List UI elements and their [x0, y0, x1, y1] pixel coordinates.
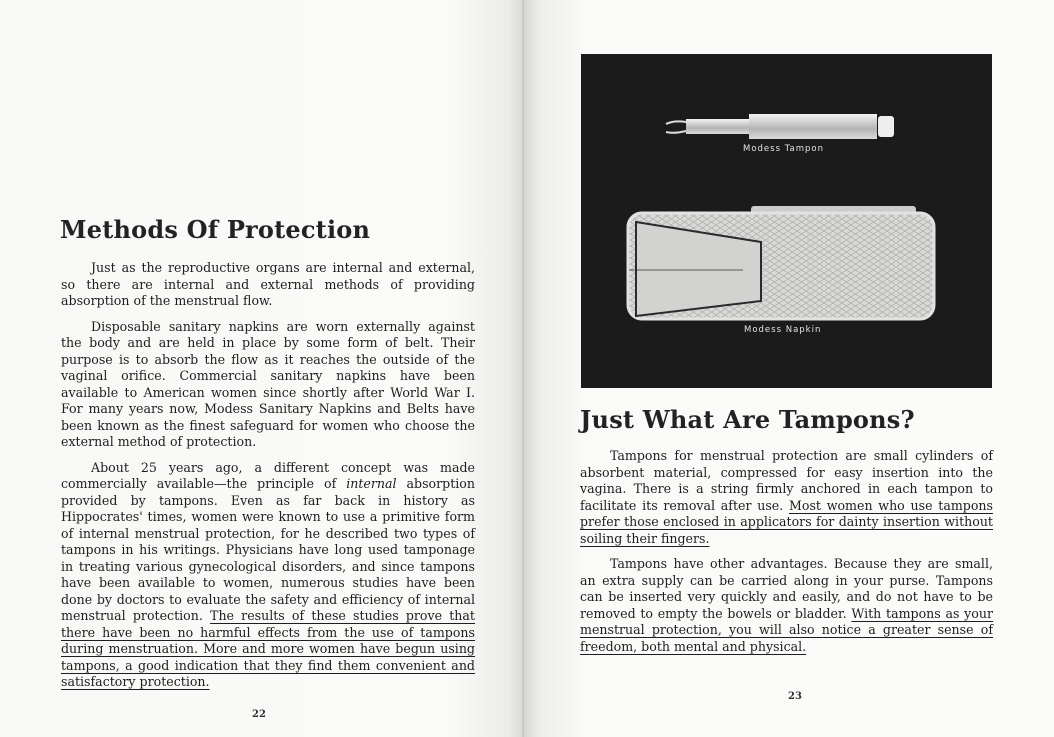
- underlined-passage: The results of these studies prove that there have been no harmful effects from the use of tampons during menstruation. More and more women have begun using tampons, a good indication that they find them convenient and satisfactory protection.: [61, 608, 475, 689]
- page-heading: Methods Of Protection: [60, 215, 371, 244]
- paragraph: [61, 260, 475, 310]
- paragraph: [61, 460, 475, 691]
- product-photo: [581, 54, 992, 388]
- underlined-passage: With tampons as your menstrual protection, you will also notice a greater sense of freedom, both mental and physical.: [580, 605, 993, 654]
- paragraph-text: About 25 years ago, a different concept was made commercially available—the principle of: [61, 459, 475, 491]
- left-page: [0, 0, 524, 737]
- napkin-caption: Modess Napkin: [744, 325, 822, 335]
- body-text: [580, 448, 993, 664]
- page-number: 22: [252, 709, 266, 720]
- paragraph-text: Disposable sanitary napkins are worn externally against the body and are held in place by some form of belt. Their purpose is to absorb the flow as it reaches the outside of the vaginal orifice. Commercial sanitary napkins have been available to American women since shortly after World War I. For many years now, Modess Sanitary Napkins and Belts have been known as the finest safeguard for women who choose the external method of protection.: [61, 318, 475, 449]
- napkin-image: [628, 206, 934, 319]
- paragraph: [580, 448, 993, 547]
- tampon-image: [666, 114, 894, 139]
- paragraph: [61, 319, 475, 451]
- tampon-caption: Modess Tampon: [743, 144, 824, 154]
- paragraph-text: Tampons have other advantages. Because they are small, an extra supply can be carried along in your purse. Tampons can be inserted very quickly and easily, and do not have to be removed to empty the bowels or bladder.: [580, 556, 993, 621]
- italic-emphasis: internal: [346, 476, 397, 491]
- paragraph-text: Just as the reproductive organs are internal and external, so there are internal and external methods of providing absorption of the menstrual flow.: [61, 260, 475, 308]
- paragraph: [580, 556, 993, 655]
- product-illustration: [581, 54, 992, 388]
- body-text: [61, 260, 475, 700]
- page-heading: Just What Are Tampons?: [580, 405, 915, 434]
- page-number: 23: [788, 691, 802, 702]
- paragraph-text: Tampons for menstrual protection are small cylinders of absorbent material, compressed for easy insertion into the vagina. There is a string firmly anchored in each tampon to facilitate its removal after use.: [580, 448, 993, 513]
- paragraph-text: absorption provided by tampons. Even as far back in history as Hippocrates' times, women were known to use a primitive form of internal menstrual protection, for he described two types of tampons in his writings. Physicians have long used tamponage in treating various gynecological disorders, and since tampons have been available to women, numerous studies have been done by doctors to evaluate the safety and efficiency of internal menstrual protection.: [61, 476, 476, 623]
- underlined-passage: Most women who use tampons prefer those enclosed in applicators for dainty insertion without soiling their fingers.: [580, 497, 993, 546]
